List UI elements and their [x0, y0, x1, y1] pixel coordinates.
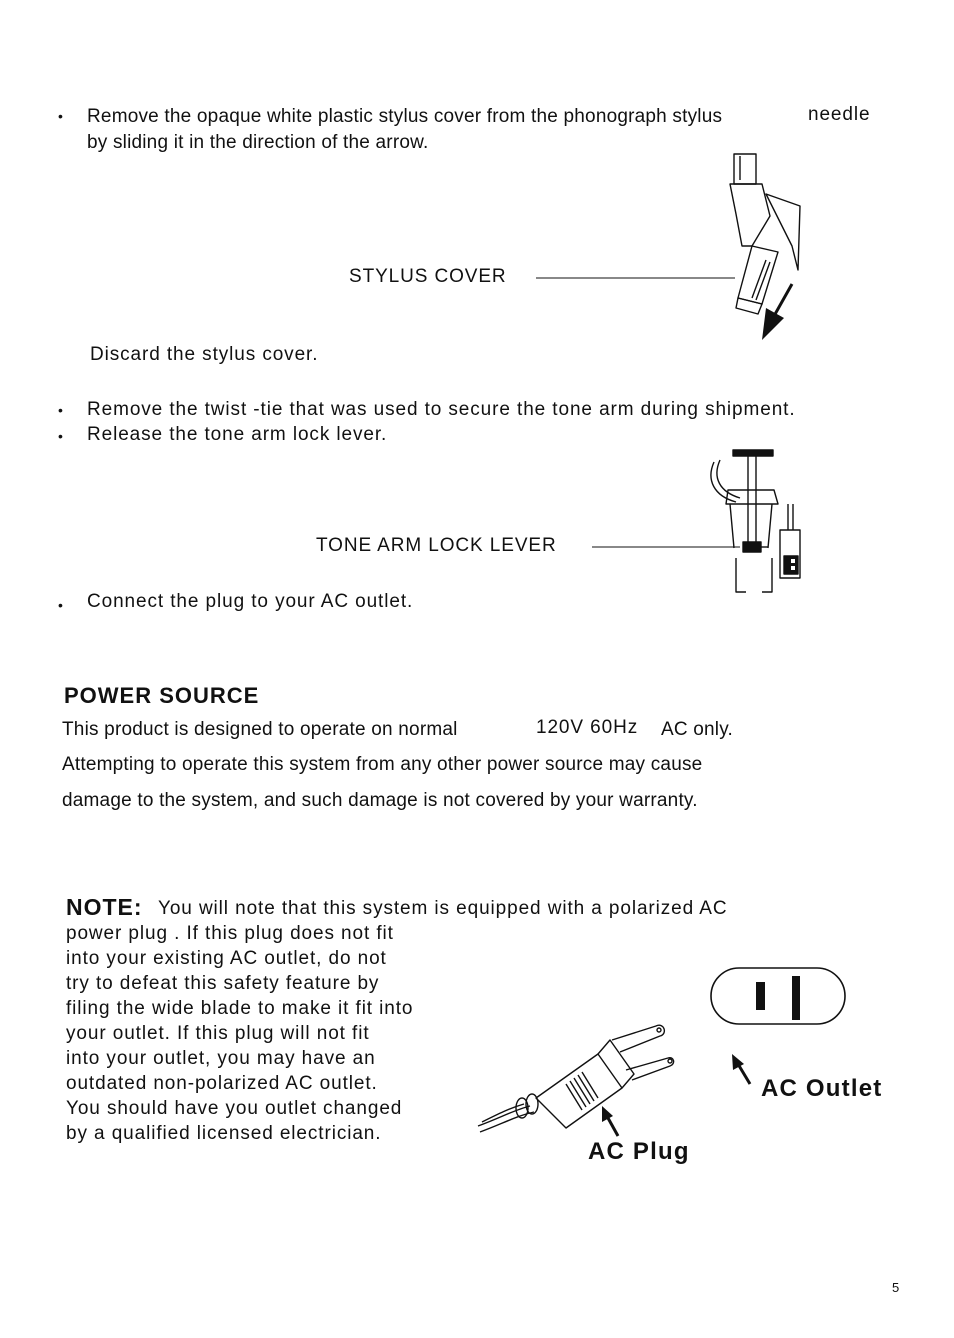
note-line: You should have you outlet changed: [66, 1098, 403, 1119]
page-number: 5: [892, 1280, 900, 1295]
note-line: your outlet. If this plug will not fit: [66, 1023, 370, 1044]
ac-outlet-caption: AC Outlet: [761, 1075, 883, 1102]
power-line2: Attempting to operate this system from any other power source may cause: [62, 754, 703, 775]
bullet: •: [58, 402, 63, 418]
connect-plug-instruction: Connect the plug to your AC outlet.: [87, 591, 414, 612]
stylus-instruction-line1: Remove the opaque white plastic stylus cover from the phonograph stylus: [87, 106, 723, 127]
stylus-cover-illustration: [530, 150, 820, 350]
note-body: [66, 921, 413, 1146]
power-line3: damage to the system, and such damage is not covered by your warranty.: [62, 790, 698, 811]
note-line: into your outlet, you may have an: [66, 1048, 376, 1069]
bullet: •: [58, 108, 63, 124]
power-line1-start: This product is designed to operate on normal: [62, 719, 458, 740]
ac-plug-caption: AC Plug: [588, 1138, 690, 1165]
bullet: •: [58, 597, 63, 613]
power-source-heading: POWER SOURCE: [64, 683, 260, 708]
release-lever-instruction: Release the tone arm lock lever.: [87, 424, 388, 445]
note-line: by a qualified licensed electrician.: [66, 1123, 382, 1144]
bullet: •: [58, 428, 63, 444]
note-line: outdated non-polarized AC outlet.: [66, 1073, 378, 1094]
discard-instruction: Discard the stylus cover.: [90, 344, 319, 365]
ac-outlet-illustration: [700, 960, 860, 1090]
note-first-line: You will note that this system is equipped with a polarized AC: [158, 898, 728, 919]
note-line: try to defeat this safety feature by: [66, 973, 380, 994]
note-line: power plug . If this plug does not fit: [66, 923, 394, 944]
ac-plug-illustration: [470, 1010, 700, 1150]
stylus-instruction-line1-end: needle: [808, 104, 871, 125]
stylus-instruction-line2: by sliding it in the direction of the arrow.: [87, 132, 429, 153]
power-line1-end: AC only.: [661, 719, 733, 740]
note-line: into your existing AC outlet, do not: [66, 948, 387, 969]
note-heading: NOTE:: [66, 894, 143, 920]
stylus-cover-label: STYLUS COVER: [349, 266, 507, 287]
power-voltage: 120V 60Hz: [536, 717, 639, 738]
tone-arm-lock-lever-label: TONE ARM LOCK LEVER: [316, 535, 557, 556]
note-line: filing the wide blade to make it fit into: [66, 998, 414, 1019]
twist-tie-instruction: Remove the twist -tie that was used to secure the tone arm during shipment.: [87, 399, 796, 420]
tone-arm-lock-lever-illustration: [590, 448, 810, 598]
